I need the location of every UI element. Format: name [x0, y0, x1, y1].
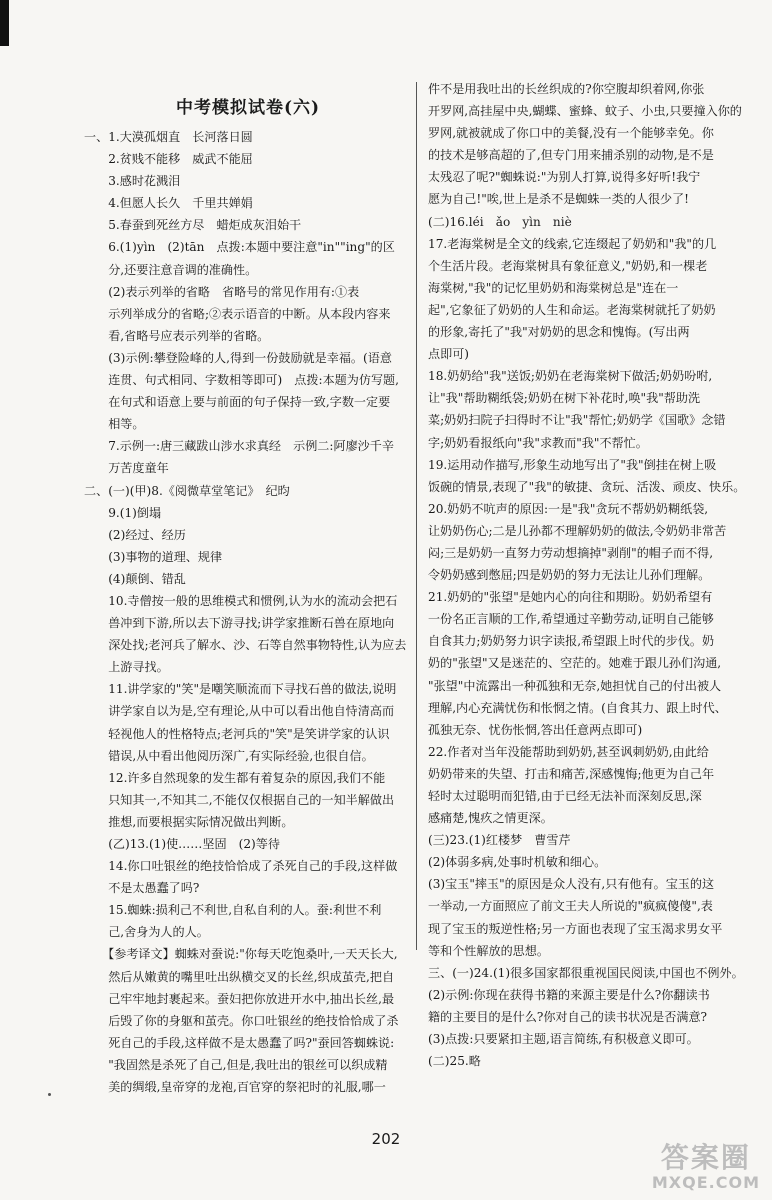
answer-line: 愿为自己!"唉,世上是杀不是蜘蛛一类的人很少了!	[428, 192, 690, 207]
answer-line: (3)事物的道理、规律	[84, 549, 223, 564]
watermark-url: MXQE.COM	[651, 1173, 760, 1192]
answer-line: 轻时太过聪明而犯错,由于已经无法补而深刻反思,深	[428, 789, 702, 803]
answer-line: 一举动,一方面照应了前文王夫人所说的"疯疯傻傻",表	[428, 899, 713, 914]
answer-line: 点即可)	[428, 347, 469, 362]
answer-line: 上游寻找。	[84, 660, 169, 675]
answer-line: 饭碗的情景,表现了"我"的敏捷、贪玩、活泼、顽皮、快乐。	[428, 479, 746, 494]
answer-line: 11.讲学家的"笑"是嘲笑顺流而下寻找石兽的做法,说明	[84, 682, 397, 697]
answer-line: 等和个性解放的思想。	[428, 943, 549, 958]
answer-line: 12.许多自然现象的发生都有着复杂的原因,我们不能	[84, 770, 386, 785]
answer-line: 示列举成分的省略;②表示语音的中断。从本段内容来	[84, 306, 391, 321]
answer-line: 6.(1)yìn (2)tān 点拨:本题中要注意"in""ing"的区	[84, 240, 395, 255]
answer-line: 万苦度童年	[84, 461, 169, 476]
right-answer-lines	[428, 78, 746, 1072]
left-answer-lines	[84, 126, 412, 1098]
answer-line: 感痛楚,愧疚之情更深。	[428, 811, 553, 826]
answer-line: 推想,而要根据实际情况做出判断。	[84, 814, 294, 829]
answer-line: 让"我"帮助糊纸袋;奶奶在树下补花时,唤"我"帮助洗	[428, 391, 701, 406]
answer-line: 让奶奶伤心;二是儿孙都不理解奶奶的做法,令奶奶非常苦	[428, 523, 727, 538]
answer-line: 开罗网,高挂屋中央,蝴蝶、蜜蜂、蚊子、小虫,只要撞入你的	[428, 104, 742, 119]
answer-line: 奶的"张望"又是迷茫的、空茫的。她难于跟儿孙们沟通,	[428, 656, 722, 671]
scan-speck	[48, 1093, 51, 1096]
answer-line: 看,省略号应表示列举的省略。	[84, 328, 270, 343]
answer-line: (4)颠倒、错乱	[84, 571, 186, 586]
answer-line: "张望"中流露出一种孤独和无奈,她担忧自己的付出被人	[428, 678, 722, 693]
answer-line: (二)16.léi ǎo yìn niè	[428, 214, 572, 229]
answer-line: 三、(一)24.(1)很多国家都很重视国民阅读,中国也不例外。	[428, 965, 744, 980]
answer-line: 兽冲到下游,所以去下游寻找;讲学家推断石兽在原地向	[84, 616, 395, 631]
answer-line: (3)示例:攀登险峰的人,得到一份鼓励就是幸福。(语意	[84, 350, 392, 365]
answer-line: 奶奶带来的失望、打击和痛苦,深感愧悔;他更为自己年	[428, 766, 715, 781]
page-title: 中考模拟试卷(六)	[175, 98, 321, 118]
answer-line: 菜;奶奶扫院子扫得时不让"我"帮忙;奶奶学《国歌》念错	[428, 413, 726, 428]
answer-line: (2)经过、经历	[84, 527, 186, 542]
answer-line: (三)23.(1)红楼梦 曹雪芹	[428, 833, 571, 848]
answer-line: 太残忍了呢?"蜘蛛说:"为别人打算,说得多好听!我宁	[428, 170, 701, 185]
answer-line: 【参考译文】蜘蛛对蚕说:"你每天吃饱桑叶,一天天长大,	[84, 947, 398, 962]
answer-line: (3)宝玉"摔玉"的原因是众人没有,只有他有。宝玉的这	[428, 877, 715, 892]
answer-line: 海棠树,"我"的记忆里奶奶和海棠树总是"连在一	[428, 280, 679, 295]
answer-line: 7.示例一:唐三藏跋山涉水求真经 示例二:阿廖沙千辛	[84, 439, 394, 454]
answer-line: 连贯、句式相同、字数相等即可) 点拨:本题为仿写题,	[84, 373, 399, 388]
answer-line: (2)表示列举的省略 省略号的常见作用有:①表	[84, 284, 360, 299]
watermark-logo-text: 答案圈	[660, 1141, 751, 1174]
left-column	[84, 78, 412, 1098]
answer-line: 二、(一)(甲)8.《阅微草堂笔记》 纪昀	[84, 483, 290, 498]
answer-line: 孤独无奈、忧伤怅惘,答出任意两点即可)	[428, 722, 643, 737]
answer-line: 分,还要注意音调的准确性。	[84, 262, 258, 277]
answer-line: 籍的主要目的是什么?你对自己的读书状况是否满意?	[428, 1009, 708, 1024]
answer-line: (二)25.略	[428, 1054, 481, 1069]
answer-line: 个生活片段。老海棠树具有象征意义,"奶奶,和一棵老	[428, 258, 708, 273]
answer-line: 4.但愿人长久 千里共婵娟	[84, 196, 253, 211]
answer-line: 相等。	[84, 417, 145, 432]
answer-line: 讲学家自以为是,空有理论,从中可以看出他自恃清高而	[84, 704, 395, 719]
answer-line: 14.你口吐银丝的绝技恰恰成了杀死自己的手段,这样做	[84, 859, 398, 874]
right-column	[428, 78, 746, 1072]
page-number: 202	[371, 1130, 401, 1148]
answer-line: 5.春蚕到死丝方尽 蜡炬成灰泪始干	[84, 218, 302, 233]
answer-line: 死自己的手段,这样做不是太愚蠢了吗?"蚕回答蜘蛛说:	[84, 1035, 395, 1050]
answer-line: 令奶奶感到憋屈;四是奶奶的努力无法让儿孙们理解。	[428, 568, 711, 583]
answer-line: 件不是用我吐出的长丝织成的?你空腹却织着网,你张	[428, 82, 705, 96]
answer-line: 21.奶奶的"张望"是她内心的向往和期盼。奶奶希望有	[428, 590, 713, 605]
answer-line: (乙)13.(1)使……坚固 (2)等待	[84, 837, 280, 851]
answer-line: (2)体弱多病,处事时机敏和细心。	[428, 855, 607, 870]
answer-line: 然后从嫩黄的嘴里吐出纵横交叉的长丝,织成茧壳,把自	[84, 969, 395, 984]
answer-line: "我固然是杀死了自己,但是,我吐出的银丝可以织成精	[84, 1057, 388, 1072]
answer-line: 22.作者对当年没能帮助到奶奶,甚至讽刺奶奶,由此给	[428, 744, 709, 759]
answer-line: 罗网,就被就成了你口中的美餐,没有一个能够幸免。你	[428, 126, 714, 141]
answer-line: 一、1.大漠孤烟直 长河落日圆	[84, 130, 253, 144]
answer-line: 15.蜘蛛:损利己不利世,自私自利的人。蚕:利世不利	[84, 903, 382, 918]
answer-line: 自食其力;奶奶努力识字读报,希望跟上时代的步伐。奶	[428, 634, 715, 649]
answer-line: 只知其一,不知其二,不能仅仅根据自己的一知半解做出	[84, 792, 395, 807]
answer-line: 10.寺僧按一般的思维模式和惯例,认为水的流动会把石	[84, 593, 398, 608]
watermark	[652, 1143, 760, 1192]
answer-line: 美的绸缎,皇帝穿的龙袍,百官穿的祭祀时的礼服,哪一	[84, 1080, 386, 1095]
answer-line: 理解,内心充满忧伤和怅惘之情。(自食其力、跟上时代、	[428, 700, 727, 715]
answer-line: 不是太愚蠢了吗?	[84, 881, 200, 896]
answer-line: 轻视他人的性格特点;老河兵的"笑"是笑讲学家的认识	[84, 726, 390, 741]
answer-line: (2)示例:你现在获得书籍的来源主要是什么?你翻读书	[428, 987, 710, 1002]
answer-line: 2.贫贱不能移 威武不能屈	[84, 152, 253, 167]
answer-line: 在句式和语意上要与前面的句子保持一致,字数一定要	[84, 395, 391, 410]
answer-line: 18.奶奶给"我"送饭;奶奶在老海棠树下做活;奶奶吩咐,	[428, 369, 713, 384]
column-divider	[416, 82, 417, 950]
answer-line: 字;奶奶看报纸向"我"求教而"我"不帮忙。	[428, 435, 648, 450]
answer-line: 的形象,寄托了"我"对奶奶的思念和愧悔。(写出两	[428, 325, 690, 340]
answer-line: 起",它象征了奶奶的人生和命运。老海棠树就托了奶奶	[428, 302, 716, 317]
answer-line: 20.奶奶不吭声的原因:一是"我"贪玩不帮奶奶糊纸袋,	[428, 501, 709, 516]
answer-line: 9.(1)倒塌	[84, 505, 162, 520]
answer-line: (3)点拨:只要紧扣主题,语言简练,有积极意义即可。	[428, 1032, 699, 1047]
answer-line: 己,舍身为人的人。	[84, 925, 209, 940]
answer-line: 深处找;老河兵了解水、沙、石等自然事物特性,认为应去	[84, 638, 407, 653]
answer-line: 错误,从中看出他阅历深广,有实际经验,也很自信。	[84, 748, 374, 763]
answer-line: 后毁了你的身躯和茧壳。你口吐银丝的绝技恰恰成了杀	[84, 1013, 399, 1028]
page-binding-edge	[0, 0, 9, 46]
answer-line: 己牢牢地封裹起来。蚕妇把你放进开水中,抽出长丝,最	[84, 991, 395, 1006]
answer-line: 19.运用动作描写,形象生动地写出了"我"倒挂在树上吸	[428, 457, 717, 472]
answer-line: 17.老海棠树是全文的线索,它连缀起了奶奶和"我"的几	[428, 236, 717, 251]
answer-line: 的技术是够高超的了,但专门用来捕杀别的动物,是不是	[428, 148, 714, 163]
answer-line: 现了宝玉的叛逆性格;另一方面也表现了宝玉渴求男女平	[428, 921, 723, 936]
answer-line: 一份名正言顺的工作,希望通过辛勤劳动,证明自己能够	[428, 612, 714, 627]
answer-line: 3.感时花溅泪	[84, 174, 181, 189]
answer-line: 闷;三是奶奶一直努力劳动想摘掉"剥削"的帽子而不得,	[428, 545, 714, 560]
